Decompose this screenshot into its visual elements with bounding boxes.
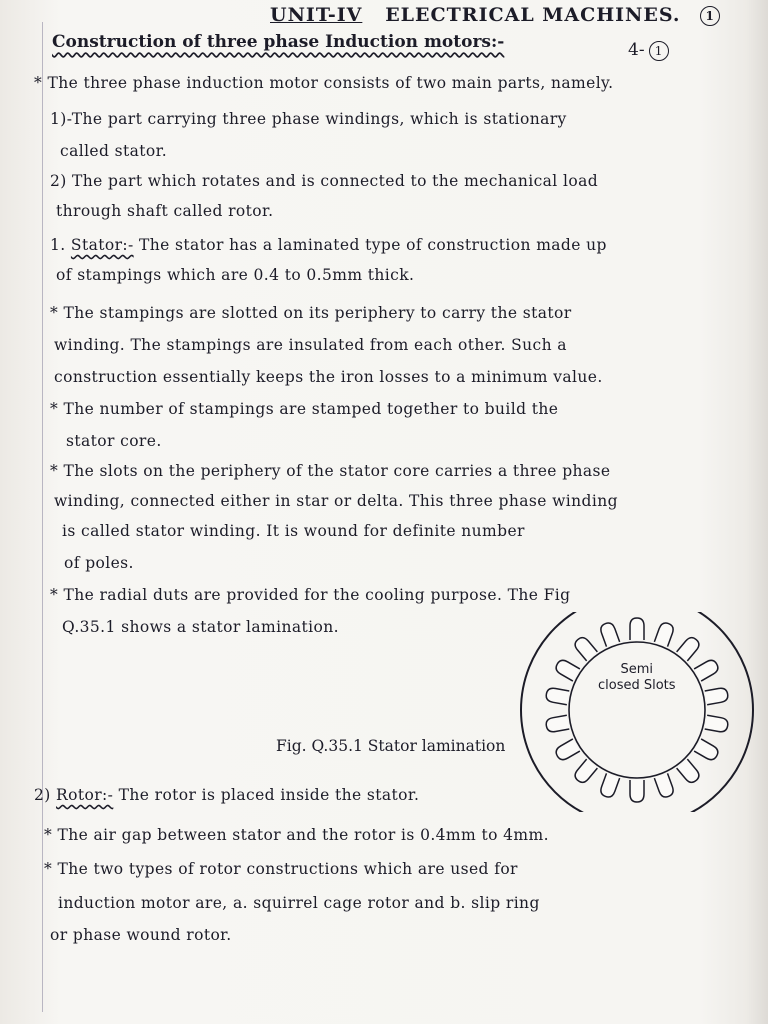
text-line: or phase wound rotor. — [50, 926, 232, 944]
rotor-label: Rotor:- — [56, 786, 114, 804]
text-line: * The three phase induction motor consists of two main parts, namely. — [34, 74, 614, 92]
text-line: Q.35.1 shows a stator lamination. — [62, 618, 339, 636]
page-header — [270, 4, 720, 26]
text-line: * The radial duts are provided for the cooling purpose. The Fig — [50, 586, 571, 604]
slot — [554, 739, 580, 762]
text-line: through shaft called rotor. — [56, 202, 274, 220]
slot — [654, 773, 675, 798]
text-line: called stator. — [60, 142, 168, 160]
page-fold-shadow — [746, 0, 768, 1024]
rotor-number: 2) — [34, 786, 51, 804]
text-line: of poles. — [64, 554, 134, 572]
semi-closed-slots-label — [598, 662, 676, 694]
stator-label: Stator:- — [70, 236, 134, 254]
text-line: is called stator winding. It is wound for definite number — [62, 522, 525, 540]
slot — [599, 773, 620, 798]
page-number: 1 — [700, 6, 720, 26]
slot — [545, 687, 569, 705]
text-line: * The two types of rotor constructions which are used for — [44, 860, 518, 878]
text-line: * The slots on the periphery of the stator core carries a three phase — [50, 462, 611, 480]
text-line: 2) The part which rotates and is connected to the mechanical load — [50, 172, 599, 190]
unit-label: UNIT-IV — [270, 4, 363, 26]
text-line: 1)-The part carrying three phase windings, which is stationary — [50, 110, 567, 128]
text-line: induction motor are, a. squirrel cage rotor and b. slip ring — [58, 894, 540, 912]
slot — [705, 687, 729, 705]
semi-closed-slots — [545, 618, 729, 802]
text-line: stator core. — [66, 432, 162, 450]
slot — [705, 715, 729, 733]
label-line-2: closed Slots — [598, 678, 676, 693]
slot — [630, 780, 644, 802]
page-reference-number: 1 — [649, 41, 669, 61]
slot — [545, 715, 569, 733]
text-line: * The stampings are slotted on its periphery to carry the stator — [50, 304, 572, 322]
rotor-text: The rotor is placed inside the stator. — [118, 786, 420, 804]
section-title: Construction of three phase Induction motors:- — [52, 32, 505, 52]
stator-number: 1. — [50, 236, 66, 254]
slot — [630, 618, 644, 640]
text-line: * The air gap between stator and the rotor is 0.4mm to 4mm. — [44, 826, 549, 844]
stator-heading-line — [50, 236, 607, 254]
figure-caption: Fig. Q.35.1 Stator lamination — [276, 737, 506, 755]
slot — [694, 739, 720, 762]
slot — [654, 621, 675, 646]
label-line-1: Semi — [620, 662, 654, 677]
slot — [694, 658, 720, 681]
text-line: construction essentially keeps the iron losses to a minimum value. — [54, 368, 603, 386]
text-line: of stampings which are 0.4 to 0.5mm thick. — [56, 266, 415, 284]
text-line: winding, connected either in star or delta. This three phase winding — [54, 492, 618, 510]
text-line: winding. The stampings are insulated from each other. Such a — [54, 336, 567, 354]
text-line: * The number of stampings are stamped together to build the — [50, 400, 559, 418]
page-reference-prefix: 4- — [628, 40, 645, 60]
stator-lamination-figure — [519, 612, 759, 812]
subject-label: ELECTRICAL MACHINES. — [385, 4, 681, 26]
slot — [599, 621, 620, 646]
slot — [554, 658, 580, 681]
stator-text: The stator has a laminated type of construction made up — [138, 236, 607, 254]
rotor-heading-line — [34, 786, 419, 804]
margin-line — [42, 22, 43, 1012]
page-reference — [628, 40, 669, 61]
